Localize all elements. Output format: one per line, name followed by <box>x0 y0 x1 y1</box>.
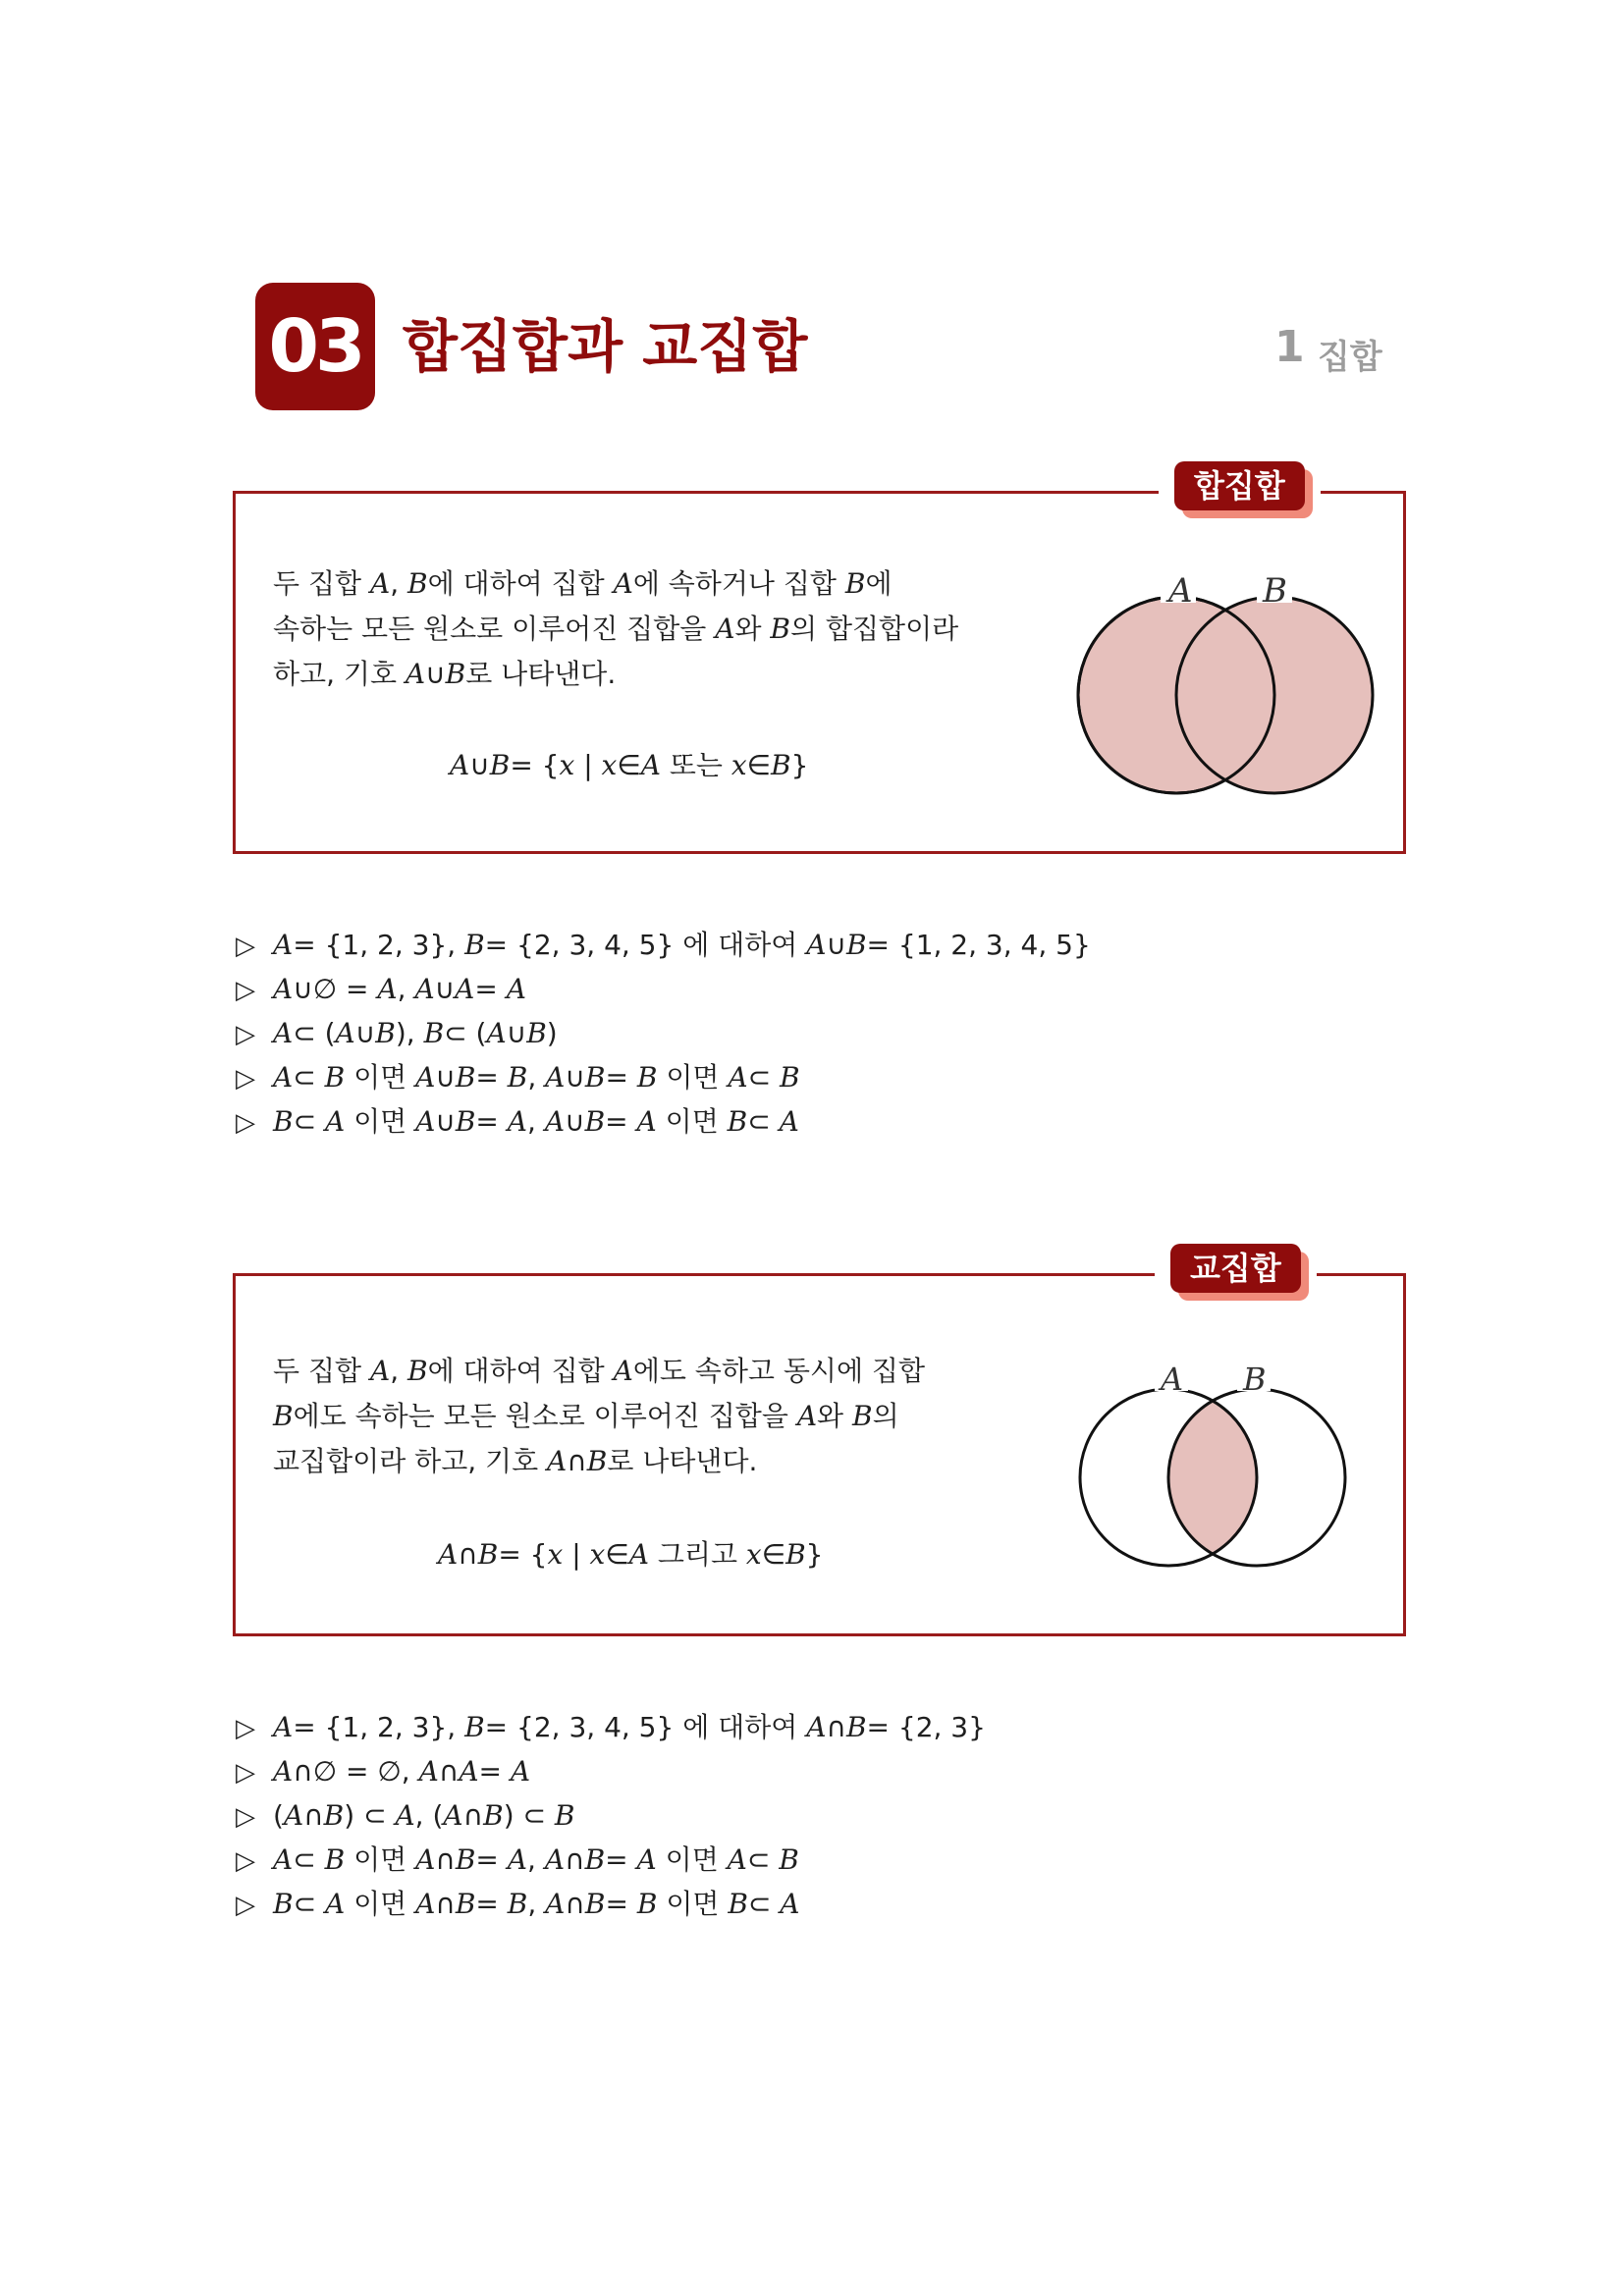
list-item: ▷ A∪∅ = A, A∪A= A <box>236 967 526 1011</box>
list-item: ▷ A= {1, 2, 3}, B= {2, 3, 4, 5} 에 대하여 A∩B= {2, 3} <box>236 1705 986 1749</box>
intersection-def-line-3: 교집합이라 하고, 기호 A∩B로 나타낸다. <box>273 1445 758 1477</box>
intersection-formula: A∩B= {x | x∈A 그리고 x∈B} <box>438 1538 824 1571</box>
union-venn-diagram <box>1060 569 1375 805</box>
list-item: ▷ A= {1, 2, 3}, B= {2, 3, 4, 5} 에 대하여 A∪B= {1, 2, 3, 4, 5} <box>236 923 1091 967</box>
intersection-definition-text <box>273 1349 1049 1484</box>
union-venn-label-b: B <box>1263 571 1287 611</box>
intersection-venn-label-b: B <box>1243 1361 1267 1398</box>
section-number: 03 <box>268 304 362 389</box>
bullet-arrow-icon: ▷ <box>236 1020 255 1049</box>
page-title: 합집합과 교집합 <box>403 313 808 380</box>
bullet-arrow-icon: ▷ <box>236 1802 255 1832</box>
union-label-wrapper <box>1159 461 1321 510</box>
bullet-arrow-icon: ▷ <box>236 976 255 1005</box>
intersection-label: 교집합 <box>1170 1244 1301 1293</box>
list-item: ▷ B⊂ A 이면 A∩B= B, A∩B= B 이면 B⊂ A <box>236 1882 800 1926</box>
bullet-arrow-icon: ▷ <box>236 1064 255 1094</box>
list-item: ▷ A⊂ B 이면 A∪B= B, A∪B= B 이면 A⊂ B <box>236 1055 800 1099</box>
section-number-badge <box>255 283 375 410</box>
chapter-name: 집합 <box>1318 338 1382 377</box>
union-def-line-3: 하고, 기호 A∪B로 나타낸다. <box>273 658 617 690</box>
list-item: ▷ (A∩B) ⊂ A, (A∩B) ⊂ B <box>236 1793 574 1838</box>
bullet-arrow-icon: ▷ <box>236 1846 255 1876</box>
list-item: ▷ A⊂ (A∪B), B⊂ (A∪B) <box>236 1011 558 1055</box>
list-item: ▷ A∩∅ = ∅, A∩A= A <box>236 1749 530 1793</box>
intersection-venn-diagram <box>1070 1360 1365 1580</box>
intersection-label-wrapper <box>1155 1244 1317 1293</box>
union-definition-text <box>273 561 1049 697</box>
chapter-number: 1 <box>1274 322 1305 372</box>
bullet-arrow-icon: ▷ <box>236 1714 255 1743</box>
union-label: 합집합 <box>1174 461 1305 510</box>
bullet-arrow-icon: ▷ <box>236 1758 255 1788</box>
intersection-def-line-2: B에도 속하는 모든 원소로 이루어진 집합을 A와 B의 <box>273 1400 899 1432</box>
union-def-line-2: 속하는 모든 원소로 이루어진 집합을 A와 B의 합집합이라 <box>273 613 959 645</box>
union-formula: A∪B= {x | x∈A 또는 x∈B} <box>450 749 809 781</box>
bullet-arrow-icon: ▷ <box>236 1108 255 1138</box>
union-def-line-1: 두 집합 A, B에 대하여 집합 A에 속하거나 집합 B에 <box>273 567 893 600</box>
bullet-arrow-icon: ▷ <box>236 932 255 961</box>
union-venn-label-a: A <box>1168 571 1193 611</box>
bullet-arrow-icon: ▷ <box>236 1891 255 1920</box>
intersection-def-line-1: 두 집합 A, B에 대하여 집합 A에도 속하고 동시에 집합 <box>273 1355 925 1387</box>
list-item: ▷ A⊂ B 이면 A∩B= A, A∩B= A 이면 A⊂ B <box>236 1838 799 1882</box>
list-item: ▷ B⊂ A 이면 A∪B= A, A∪B= A 이면 B⊂ A <box>236 1099 799 1144</box>
intersection-venn-label-a: A <box>1161 1361 1184 1398</box>
